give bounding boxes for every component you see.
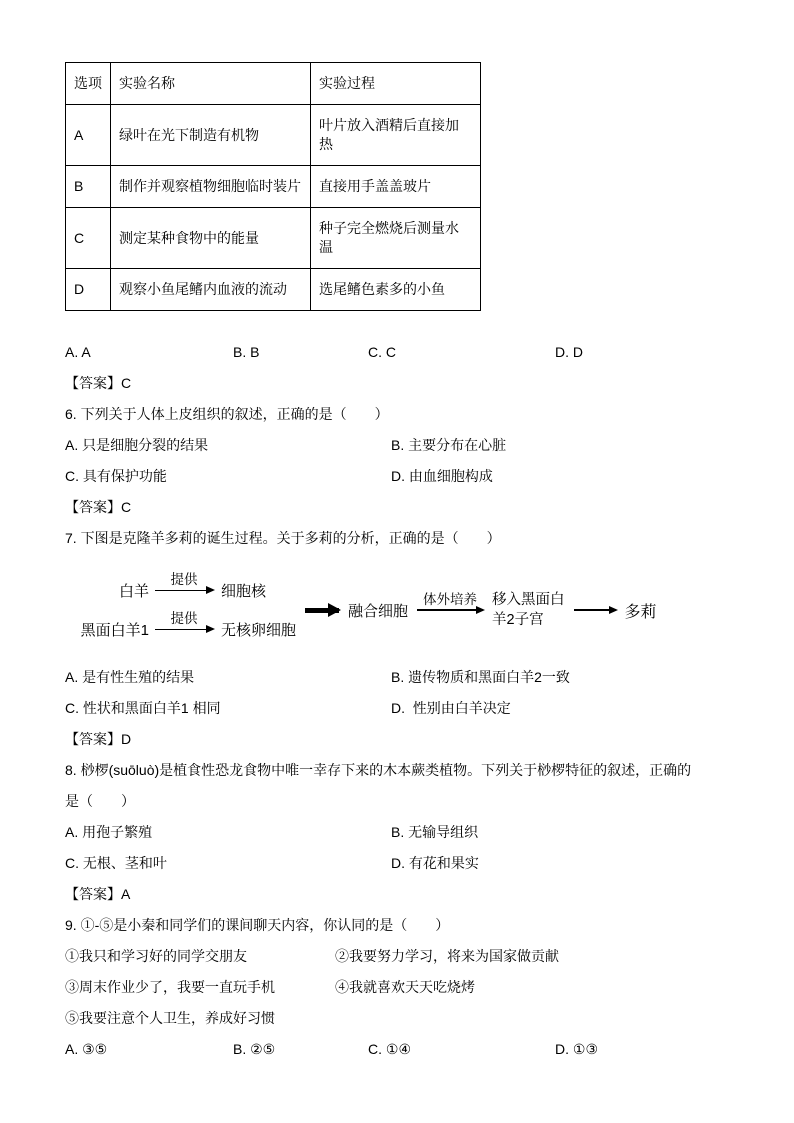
chat-item-1: ①我只和学习好的同学交朋友 — [65, 948, 247, 964]
merge-arrow-icon — [305, 608, 339, 613]
cloning-diagram — [69, 566, 736, 654]
choice-d: D. 性别由白羊决定 — [391, 700, 511, 716]
q6-answer: 【答案】C — [65, 499, 132, 515]
choice-b: B. ②⑤ — [233, 1041, 276, 1057]
choice-a: A. 是有性生殖的结果 — [65, 669, 195, 685]
choice-d: D. 有花和果实 — [391, 855, 479, 871]
q6-stem: 6. 下列关于人体上皮组织的叙述，正确的是（ ） — [65, 406, 389, 422]
provide-arrow-icon — [155, 611, 213, 630]
choice-c: C. ①④ — [368, 1041, 411, 1057]
table-cell-name: 绿叶在光下制造有机物 — [111, 105, 311, 166]
table-cell-name: 测定某种食物中的能量 — [111, 208, 311, 269]
table-row — [66, 269, 481, 311]
q8-choices-row-2 — [65, 848, 736, 879]
diagram-node-white-sheep: 白羊 — [118, 583, 149, 600]
diagram-node-blackface-sheep-1: 黑面白羊1 — [80, 622, 149, 639]
q7-choices-row-1 — [65, 662, 736, 693]
q7-stem: 7. 下图是克隆羊多莉的诞生过程。关于多莉的分析，正确的是（ ） — [65, 530, 501, 546]
table-header-process: 实验过程 — [311, 63, 481, 105]
q7-choices-row-2 — [65, 693, 736, 724]
chat-item-2: ②我要努力学习，将来为国家做贡献 — [335, 948, 559, 964]
table-cell-name: 制作并观察植物细胞临时装片 — [111, 166, 311, 208]
result-arrow-icon — [574, 609, 616, 611]
table-cell-option: B — [66, 166, 111, 208]
provide-arrow-icon — [155, 572, 213, 591]
q9-stem: 9. ①-⑤是小秦和同学们的课间聊天内容，你认同的是（ ） — [65, 917, 450, 933]
diagram-row-nucleus — [69, 572, 296, 601]
table-row — [66, 208, 481, 269]
table-cell-option: D — [66, 269, 111, 311]
choice-d: D. D — [555, 344, 583, 360]
choice-d: D. ①③ — [555, 1041, 598, 1057]
table-cell-process: 种子完全燃烧后测量水温 — [311, 208, 481, 269]
q8-stem-line-2: 是（ ） — [65, 793, 135, 809]
chat-item-3: ③周末作业少了，我要一直玩手机 — [65, 979, 275, 995]
diagram-node-fused-cell: 融合细胞 — [348, 602, 409, 620]
provide-label: 提供 — [170, 572, 198, 587]
choice-a: A. ③⑤ — [65, 1041, 108, 1057]
choice-b: B. B — [233, 344, 260, 360]
table-cell-name: 观察小鱼尾鳍内血液的流动 — [111, 269, 311, 311]
table-cell-option: C — [66, 208, 111, 269]
choice-a: A. 只是细胞分裂的结果 — [65, 437, 209, 453]
table-header-row — [66, 63, 481, 105]
culture-arrow-icon — [417, 592, 483, 611]
implant-line-1: 移入黑面白 — [492, 592, 565, 608]
choice-c: C. 性状和黑面白羊1 相同 — [65, 700, 221, 716]
q8-choices-row-1 — [65, 817, 736, 848]
q7-answer: 【答案】D — [65, 731, 132, 747]
table-header-option: 选项 — [66, 63, 111, 105]
table-cell-process: 直接用手盖盖玻片 — [311, 166, 481, 208]
diagram-sources — [69, 572, 297, 640]
diagram-node-nucleus: 细胞核 — [221, 583, 267, 600]
choice-c: C. 具有保护功能 — [65, 468, 167, 484]
table-cell-process: 选尾鳍色素多的小鱼 — [311, 269, 481, 311]
table-row — [66, 105, 481, 166]
q9-items-row-2 — [65, 972, 736, 1003]
q8-stem-line-1: 8. 桫椤(suōluò)是植食性恐龙食物中唯一幸存下来的木本蕨类植物。下列关于桫椤特征的叙述，正确的 — [65, 762, 692, 778]
choice-d: D. 由血细胞构成 — [391, 468, 493, 484]
table-row — [66, 166, 481, 208]
choice-a: A. 用孢子繁殖 — [65, 824, 153, 840]
choice-b: B. 无输导组织 — [391, 824, 479, 840]
diagram-node-enucleated-egg: 无核卵细胞 — [221, 622, 297, 639]
table-cell-option: A — [66, 105, 111, 166]
culture-label: 体外培养 — [423, 592, 478, 607]
table-cell-process: 叶片放入酒精后直接加热 — [311, 105, 481, 166]
choice-a: A. A — [65, 344, 91, 360]
q8-answer: 【答案】A — [65, 886, 131, 902]
experiment-table — [65, 62, 481, 311]
choice-b: B. 遗传物质和黑面白羊2一致 — [391, 669, 570, 685]
choice-b: B. 主要分布在心脏 — [391, 437, 507, 453]
q9-choices — [65, 1034, 736, 1065]
q9-items-row-1 — [65, 941, 736, 972]
choice-c: C. 无根、茎和叶 — [65, 855, 167, 871]
diagram-node-dolly: 多莉 — [624, 603, 657, 621]
q5-answer: 【答案】C — [65, 375, 132, 391]
provide-label: 提供 — [170, 611, 198, 626]
q6-choices-row-2 — [65, 461, 736, 492]
q6-choices-row-1 — [65, 430, 736, 461]
chat-item-4: ④我就喜欢天天吃烧烤 — [335, 979, 475, 995]
diagram-row-egg — [69, 611, 297, 640]
chat-item-5: ⑤我要注意个人卫生，养成好习惯 — [65, 1010, 275, 1026]
q5-choices — [65, 337, 736, 368]
table-header-name: 实验名称 — [111, 63, 311, 105]
implant-line-2: 羊2子宫 — [492, 612, 544, 628]
diagram-node-implant — [492, 590, 565, 630]
choice-c: C. C — [368, 344, 396, 360]
